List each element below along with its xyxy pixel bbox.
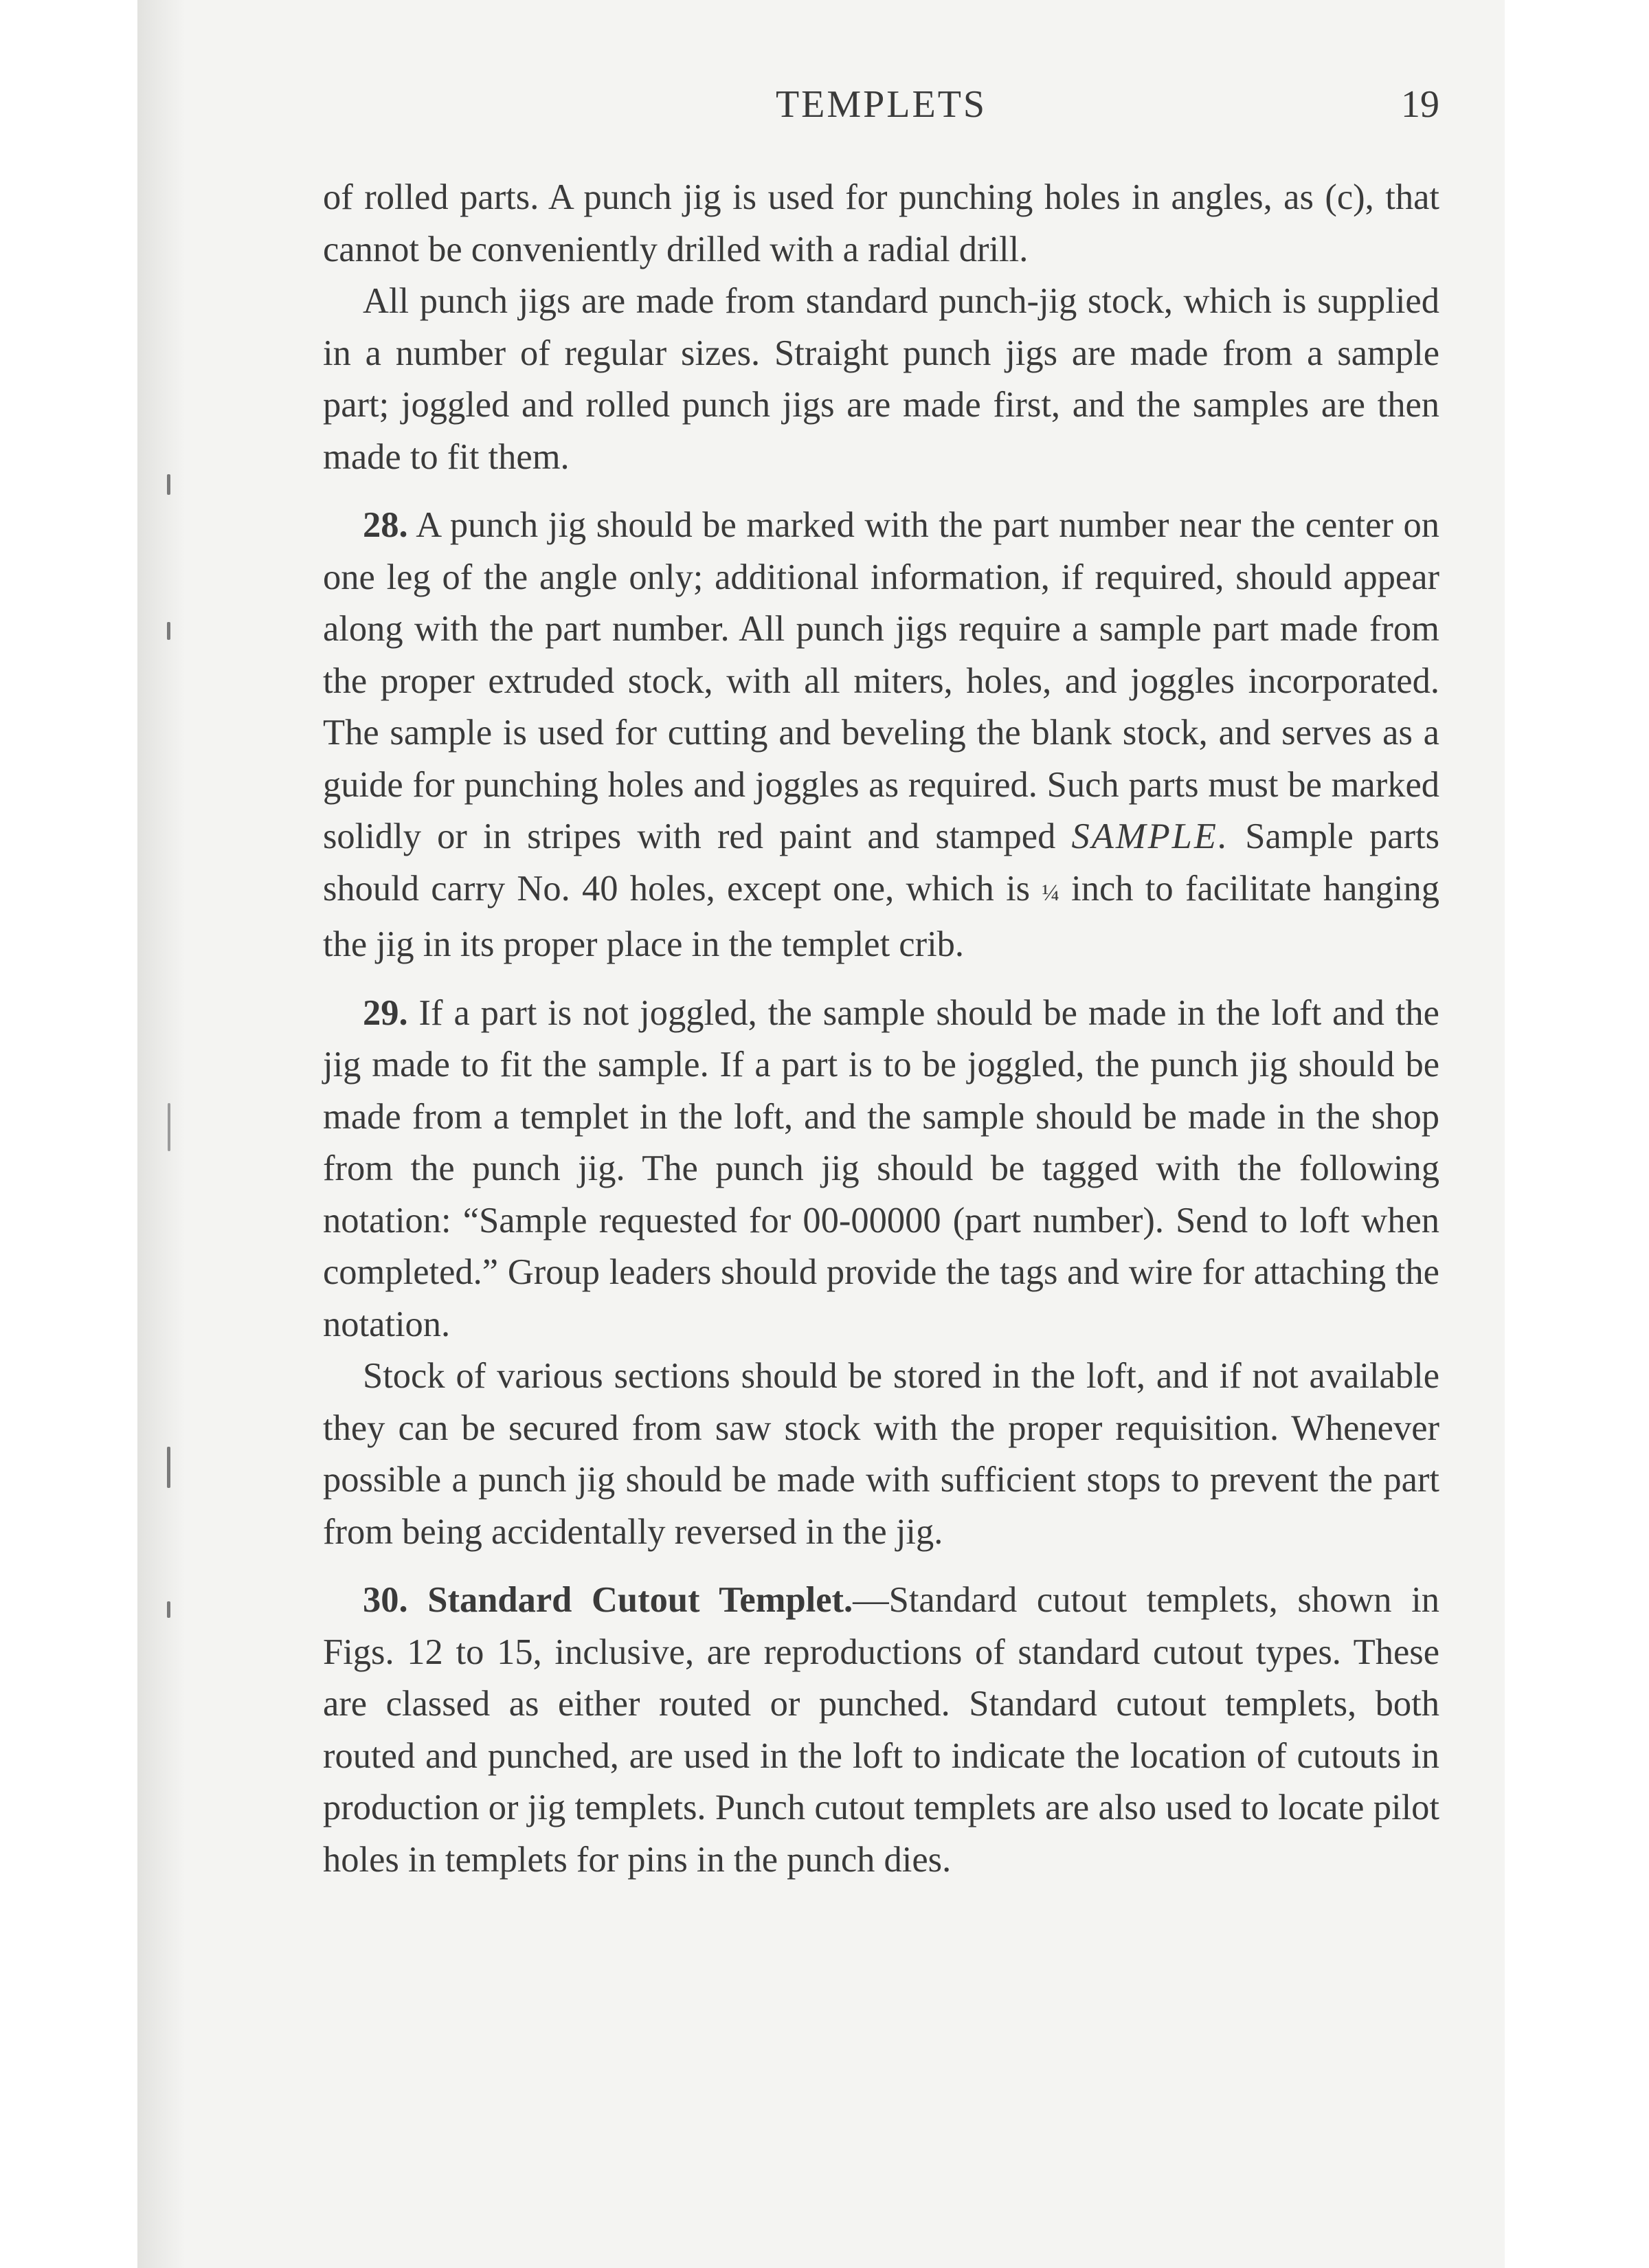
paragraph-text: Sample parts should carry No. 40 holes, except one, which is — [323, 816, 1440, 909]
paragraph-stock-sections: Stock of various sections should be stored in the loft, and if not available they can be secured from saw stock with the proper requisition. Whenever possible a punch jig should be made with sufficient stops to prevent the part from being accidentally reversed in the jig. — [323, 1356, 1439, 1552]
gutter-mark — [167, 1447, 170, 1488]
binding-gutter — [137, 0, 186, 2268]
gutter-mark — [167, 474, 170, 495]
section-number: 29. — [363, 992, 408, 1033]
gutter-mark — [167, 622, 170, 640]
fraction: ¼ — [1042, 880, 1059, 906]
section-number: 30. — [363, 1580, 408, 1620]
section-heading: Standard Cutout Templet. — [407, 1580, 853, 1620]
paragraph-29 — [323, 988, 1439, 1351]
running-title: TEMPLETS — [775, 83, 987, 126]
paragraph-text: —Standard cutout templets, shown in Figs. 12 to 15, inclusive, are reproductions of standard cutout types. These are classed as either routed or punched. Standard cutout templets, both routed and punched, are used in the loft to indicate the location of cutouts in production or jig templets. Punch cutout templets are also used to locate pilot holes in templets for pins in the punch dies. — [323, 1580, 1439, 1880]
paragraph-text: If a part is not joggled, the sample should be made in the loft and the jig made to fit the sample. If a part is to be joggled, the punch jig should be made from a templet in the loft, and the sample should be made in the shop from the punch jig. The punch jig should be tagged with the following notation: “Sample requested for 00-00000 (part number). Send to loft when completed.” Group leaders should provide the tags and wire for attaching the notation. — [323, 992, 1439, 1344]
page-number: 19 — [1401, 83, 1439, 126]
sample-stamp-text: SAMPLE. — [1071, 816, 1230, 856]
paragraph-continued: of rolled parts. A punch jig is used for punching holes in angles, as (c), that cannot be conveniently drilled with a radial drill. — [323, 177, 1439, 269]
paragraph-30 — [323, 1575, 1439, 1886]
section-number: 28. — [363, 505, 408, 545]
gutter-mark — [167, 1601, 170, 1618]
paragraph-text: A punch jig should be marked with the part number near the center on one leg of the angle only; additional information, if required, should appear along with the part number. All punch jigs require a sample part made from the proper extruded stock, with all miters, holes, and joggles incorporated. The sample is used for cutting and beveling the blank stock, and serves as a guide for punching holes and joggles as required. Such parts must be marked solidly or in stripes with red paint and stamped — [323, 505, 1439, 856]
paragraph-punch-jig-stock: All punch jigs are made from standard punch-jig stock, which is supplied in a number of regular sizes. Straight punch jigs are made from a sample part; joggled and rolled punch jigs are made first, and the samples are then made to fit them. — [323, 281, 1439, 477]
page-header — [323, 77, 1439, 132]
body-text — [323, 172, 1439, 1886]
gutter-mark — [168, 1103, 170, 1151]
paragraph-text: inch to facilitate hanging the jig in its proper place in the templet crib. — [323, 868, 1439, 964]
paragraph-28 — [323, 500, 1439, 971]
